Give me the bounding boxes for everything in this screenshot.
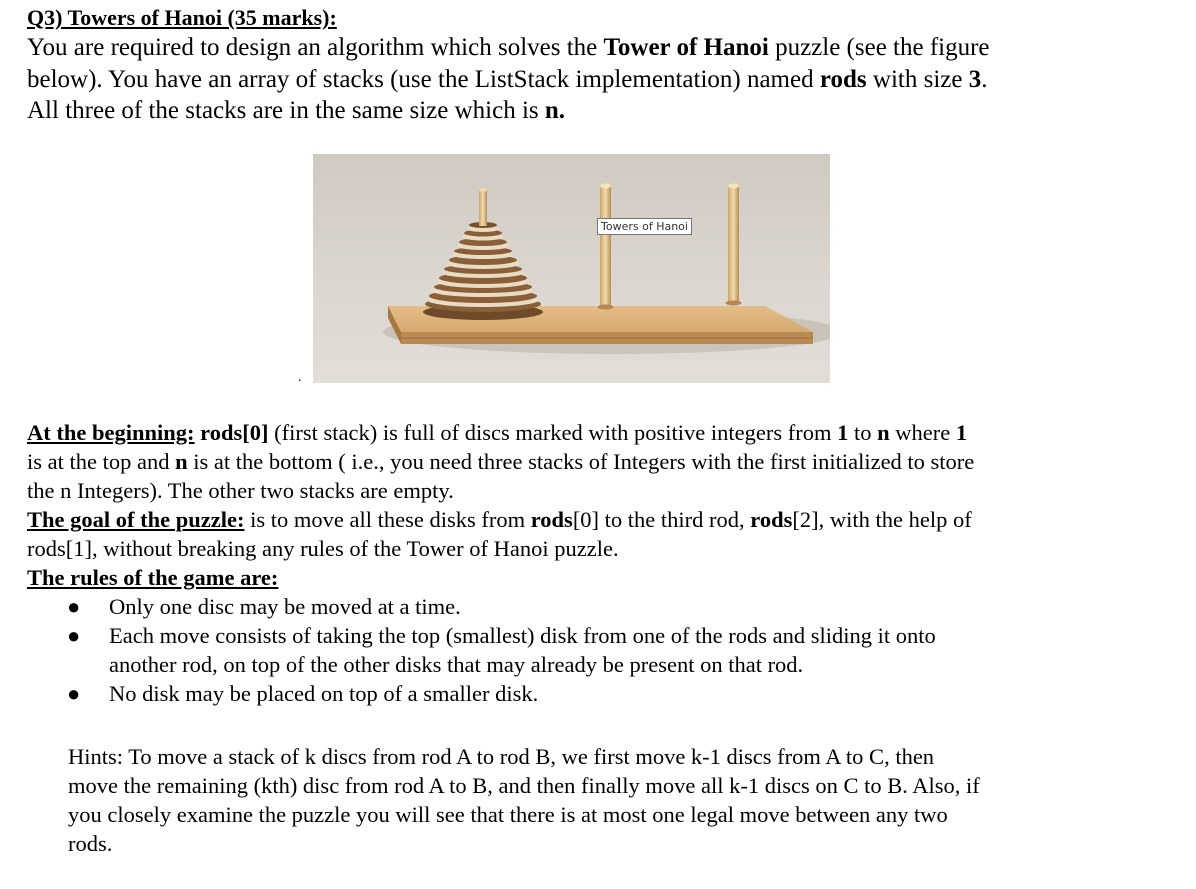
intro-text: All three of the stacks are in the same size which is	[27, 97, 545, 124]
goal-label: The goal of the puzzle:	[27, 507, 245, 532]
rule-text: No disk may be placed on top of a smaller disk.	[109, 681, 539, 706]
text: is at the bottom ( i.e., you need three stacks of Integers with the first initialized to store	[187, 449, 975, 474]
text: where	[889, 420, 956, 445]
text: is to move all these disks from	[244, 507, 531, 532]
question-heading: Q3) Towers of Hanoi (35 marks):	[27, 5, 337, 30]
intro-bold: 3	[968, 65, 982, 93]
hint-line: rods.	[68, 831, 113, 856]
text: [2], with the help of	[792, 507, 972, 532]
intro-text: below). You have an array of stacks (use the ListStack implementation) named	[27, 65, 820, 93]
intro-paragraph	[27, 32, 1102, 127]
text: (first stack) is full of discs marked with positive integers from	[268, 420, 838, 445]
bullet-icon: ●	[67, 594, 81, 619]
bullet-icon: ●	[67, 623, 81, 648]
tower-of-hanoi-image	[313, 154, 830, 383]
bold-text: 1	[955, 420, 968, 445]
beginning-line-2	[27, 447, 1100, 476]
hint-line: Hints: To move a stack of k discs from rod A to rod B, we first move k-1 discs from A to C, then	[68, 744, 935, 769]
image-tooltip: Towers of Hanoi	[597, 218, 692, 235]
tower-of-hanoi-photo	[313, 154, 830, 383]
beginning-line-1	[27, 418, 1100, 447]
intro-text: puzzle (see the figure	[768, 34, 990, 61]
rule-text: another rod, on top of the other disks that may already be present on that rod.	[109, 652, 804, 677]
bold-text: rods	[530, 507, 573, 532]
bold-text: n	[877, 420, 890, 445]
rule-text: Only one disc may be moved at a time.	[109, 594, 461, 619]
goal-line-1	[27, 505, 1100, 534]
rules-list	[27, 592, 1100, 708]
hint-line: move the remaining (kth) disc from rod A to B, and then finally move all k-1 discs on C to B. Also, if	[68, 773, 980, 798]
intro-bold: Tower of Hanoi	[603, 34, 769, 61]
rules-label: The rules of the game are:	[27, 565, 279, 590]
list-item	[27, 621, 1100, 679]
intro-text: .	[981, 65, 988, 93]
bold-text: n	[175, 449, 188, 474]
intro-text: You are required to design an algorithm which solves the	[27, 34, 604, 61]
bullet-icon: ●	[67, 681, 81, 706]
intro-bold: n.	[544, 97, 566, 124]
beginning-line-3: the n Integers). The other two stacks are empty.	[27, 478, 454, 503]
list-item	[27, 679, 1100, 708]
rule-text: Each move consists of taking the top (smallest) disk from one of the rods and sliding it onto	[109, 623, 936, 648]
hints-paragraph	[68, 742, 1100, 858]
bold-text: rods	[750, 507, 793, 532]
intro-text: with size	[866, 65, 969, 93]
stray-dot: .	[298, 370, 302, 385]
text: to	[848, 420, 878, 445]
bold-text: 1	[837, 420, 849, 445]
description-section	[27, 418, 1100, 708]
intro-bold: rods	[819, 65, 867, 93]
list-item	[27, 592, 1100, 621]
hint-line: you closely examine the puzzle you will see that there is at most one legal move between any two	[68, 802, 948, 827]
goal-line-2: rods[1], without breaking any rules of the Tower of Hanoi puzzle.	[27, 536, 619, 561]
text: is at the top and	[27, 449, 176, 474]
beginning-label: At the beginning:	[27, 420, 195, 445]
text: [0] to the third rod,	[572, 507, 751, 532]
bold-text: rods[0]	[200, 420, 269, 445]
